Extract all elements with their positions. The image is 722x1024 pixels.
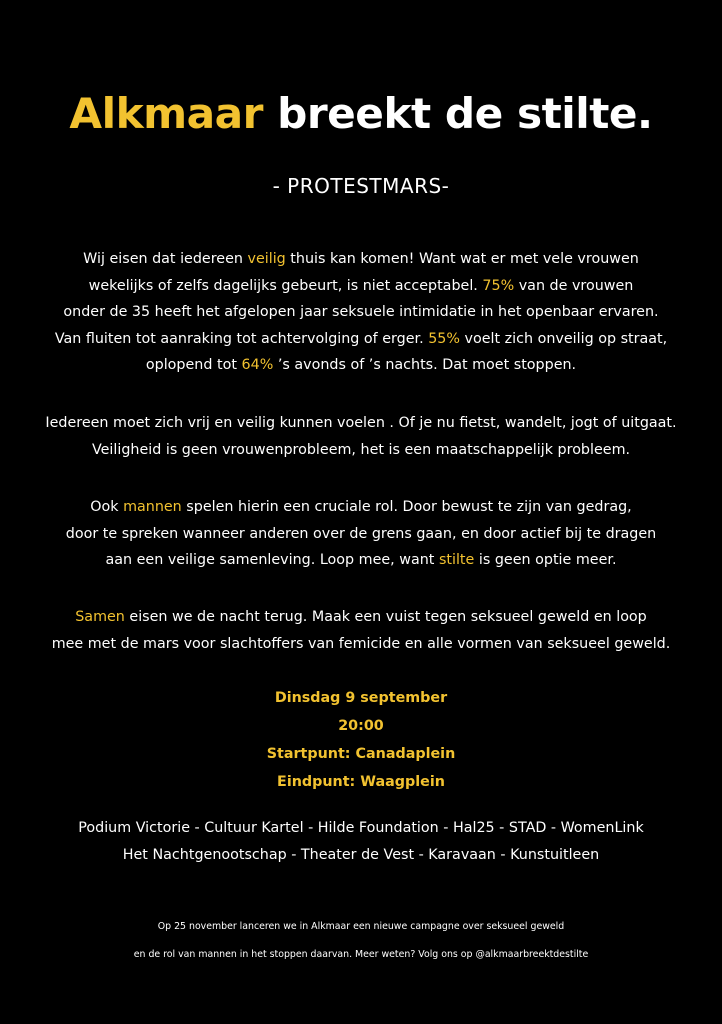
text-segment: voelt zich onveilig op straat,	[459, 330, 668, 347]
text-segment: aan een veilige samenleving. Loop mee, want	[105, 552, 439, 569]
partners-line: Het Nachtgenootschap - Theater de Vest - Karavaan - Kunstuitleen	[122, 847, 600, 863]
paragraph-line	[20, 326, 702, 353]
footer-note	[10, 913, 712, 969]
paragraph-men-role	[20, 494, 702, 574]
event-details	[0, 684, 722, 796]
title-highlight-alkmaar: Alkmaar	[69, 89, 263, 138]
paragraph-line: onder de 35 heeft het afgelopen jaar seksuele intimidatie in het openbaar ervaren.	[63, 304, 659, 321]
paragraph-line	[20, 352, 702, 379]
partners-list	[10, 815, 712, 869]
event-end-location: Eindpunt: Waagplein	[277, 774, 445, 790]
text-segment: Van fluiten tot aanraking tot achtervolging of erger.	[54, 330, 429, 347]
paragraph-line: mee met de mars voor slachtoffers van femicide en alle vormen van seksueel geweld.	[51, 635, 671, 652]
text-segment: spelen hierin een cruciale rol. Door bewust te zijn van gedrag,	[181, 499, 632, 515]
highlight-mannen: mannen	[123, 499, 182, 515]
event-time: 20:00	[338, 718, 384, 734]
paragraph-demands	[20, 246, 702, 379]
event-date: Dinsdag 9 september	[274, 690, 448, 706]
text-segment: van de vrouwen	[514, 277, 634, 294]
text-segment: thuis kan komen! Want wat er met vele vrouwen	[285, 251, 639, 267]
event-start-location: Startpunt: Canadaplein	[266, 746, 456, 762]
paragraph-line: door te spreken wanneer anderen over de grens gaan, en door actief bij te dragen	[65, 525, 657, 542]
text-segment: Wij eisen dat iedereen	[83, 251, 248, 267]
highlight-veilig: veilig	[247, 251, 286, 267]
highlight-75-percent: 75%	[482, 277, 515, 294]
text-segment: ’s avonds of ’s nachts. Dat moet stoppen.	[273, 357, 577, 374]
partners-line: Podium Victorie - Cultuur Kartel - Hilde Foundation - Hal25 - STAD - WomenLink	[78, 820, 644, 836]
highlight-55-percent: 55%	[428, 330, 460, 347]
text-segment: eisen we de nacht terug. Maak een vuist tegen seksueel geweld en loop	[124, 609, 647, 625]
highlight-64-percent: 64%	[241, 357, 274, 374]
paragraph-line	[20, 246, 702, 273]
title-rest: breekt de stilte.	[262, 89, 653, 138]
poster-title	[0, 86, 722, 142]
footer-line: en de rol van mannen in het stoppen daarvan. Meer weten? Volg ons op @alkmaarbreektdestilte	[133, 949, 589, 960]
paragraph-together	[20, 604, 702, 657]
highlight-samen: Samen	[75, 609, 125, 625]
paragraph-line	[20, 547, 702, 574]
text-segment: Ook	[90, 499, 124, 515]
paragraph-line	[20, 494, 702, 521]
paragraph-line: Veiligheid is geen vrouwenprobleem, het is een maatschappelijk probleem.	[91, 441, 631, 458]
paragraph-line: Iedereen moet zich vrij en veilig kunnen voelen . Of je nu fietst, wandelt, jogt of uitgaat.	[45, 415, 677, 431]
text-segment: is geen optie meer.	[474, 552, 617, 569]
paragraph-line	[20, 273, 702, 300]
text-segment: oplopend tot	[145, 357, 242, 374]
highlight-stilte: stilte	[438, 552, 475, 569]
footer-line: Op 25 november lanceren we in Alkmaar een nieuwe campagne over seksueel geweld	[157, 921, 565, 932]
text-segment: wekelijks of zelfs dagelijks gebeurt, is niet acceptabel.	[88, 277, 483, 294]
poster-subtitle: - PROTESTMARS-	[272, 174, 450, 198]
paragraph-safety	[20, 410, 702, 463]
paragraph-line	[20, 604, 702, 631]
